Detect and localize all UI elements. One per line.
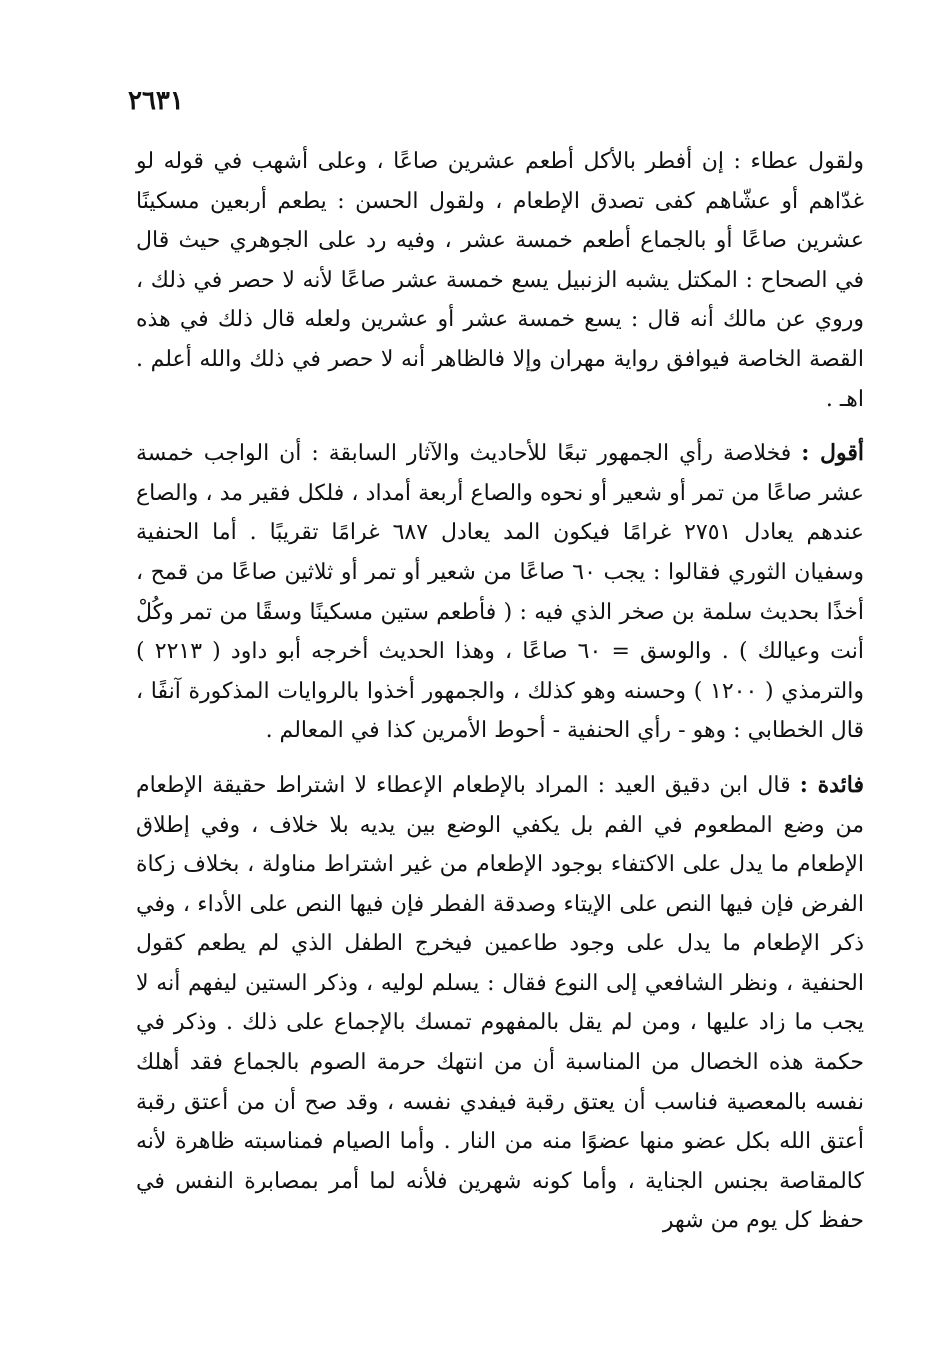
paragraph-lead: فائدة : xyxy=(799,771,864,798)
paragraph-text: قال ابن دقيق العيد : المراد بالإطعام الإعطاء لا اشتراط حقيقة الإطعام من وضع المطعوم في الفم بل يكفي الوضع بين يديه بلا خلاف ، وفي إطلاق الإطعام ما يدل على الاكتفاء بوجود الإطعام من غير اشتراط مناولة ، بخلاف زكاة الفرض فإن فيها النص على الإيتاء وصدقة الفطر فإن فيها النص على الأداء ، وفي ذكر الإطعام ما يدل على وجود طاعمين فيخرج الطفل الذي لم يطعم كقول الحنفية ، ونظر الشافعي إلى النوع فقال : يسلم لوليه ، وذكر الستين ليفهم أنه لا يجب ما زاد عليها ، ومن لم يقل بالمفهوم تمسك بالإجماع على ذلك . وذكر في حكمة هذه الخصال من المناسبة أن من انتهك حرمة الصوم بالجماع فقد أهلك نفسه بالمعصية فناسب أن يعتق رقبة فيفدي نفسه ، وقد صح أن من أعتق رقبة أعتق الله بكل عضو منها عضوًا منه من النار . وأما الصيام فمناسبته ظاهرة لأنه كالمقاصة بجنس الجناية ، وأما كونه شهرين فلأنه لما أمر بمصابرة النفس في حفظ كل يوم من شهر xyxy=(136,772,864,1234)
page-number: ٢٦٣١ xyxy=(128,86,184,116)
paragraph-3 xyxy=(136,766,864,1241)
paragraph-text: فخلاصة رأي الجمهور تبعًا للأحاديث والآثار السابقة : أن الواجب خمسة عشر صاعًا من تمر أو شعير أو نحوه والصاع أربعة أمداد ، فلكل فقير مد ، والصاع عندهم يعادل ٢٧٥١ غرامًا فيكون المد يعادل ٦٨٧ غرامًا تقريبًا . أما الحنفية وسفيان الثوري فقالوا : يجب ٦٠ صاعًا من شعير أو تمر أو ثلاثين صاعًا من قمح ، أخذًا بحديث سلمة بن صخر الذي فيه : ( فأطعم ستين مسكينًا وسقًا من تمر وكُلْ أنت وعيالك ) . والوسق = ٦٠ صاعًا ، وهذا الحديث أخرجه أبو داود ( ٢٢١٣ ) والترمذي ( ١٢٠٠ ) وحسنه وهو كذلك ، والجمهور أخذوا بالروايات المذكورة آنفًا ، قال الخطابي : وهو - رأي الحنفية - أحوط الأمرين كذا في المعالم . xyxy=(136,441,865,744)
body-text xyxy=(136,142,864,1241)
paragraph-lead: أقول : xyxy=(801,440,865,467)
paragraph-1 xyxy=(136,142,864,419)
paragraph-2 xyxy=(136,434,864,751)
paragraph-text: ولقول عطاء : إن أفطر بالأكل أطعم عشرين صاعًا ، وعلى أشهب في قوله لو غدّاهم أو عشّاهم كفى تصدق الإطعام ، ولقول الحسن : يطعم أربعين مسكينًا عشرين صاعًا أو بالجماع أطعم خمسة عشر ، وفيه رد على الجوهري حيث قال في الصحاح : المكتل يشبه الزنبيل يسع خمسة عشر صاعًا لأنه لا حصر في ذلك ، وروي عن مالك أنه قال : يسع خمسة عشر أو عشرين ولعله قال ذلك في هذه القصة الخاصة فيوافق رواية مهران وإلا فالظاهر أنه لا حصر في ذلك والله أعلم . اهـ . xyxy=(136,149,864,412)
